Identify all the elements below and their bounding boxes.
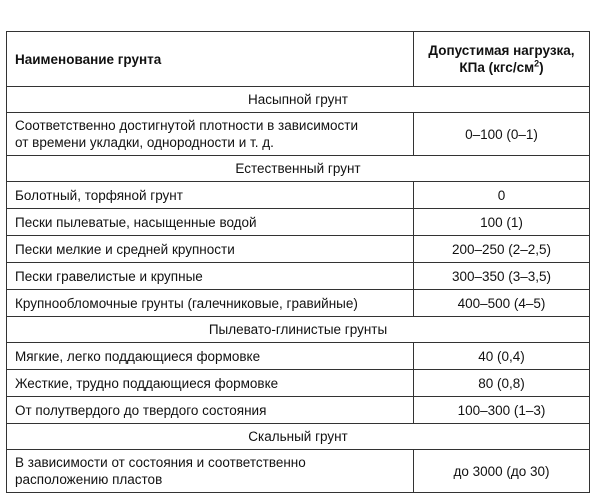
header-load-line1: Допустимая нагрузка, — [428, 43, 575, 58]
soil-name-cell — [7, 113, 414, 156]
table-row — [7, 182, 590, 209]
load-value-cell: 400–500 (4–5) — [414, 290, 590, 317]
table-row — [7, 450, 590, 493]
table-row — [7, 397, 590, 424]
soil-name-line2: от времени укладки, однородности и т. д. — [15, 135, 274, 150]
load-value-cell: 100–300 (1–3) — [414, 397, 590, 424]
load-value-cell: 40 (0,4) — [414, 343, 590, 370]
section-row — [7, 317, 590, 343]
table-row — [7, 113, 590, 156]
header-load-sup: 2 — [534, 58, 540, 69]
section-title: Насыпной грунт — [7, 87, 590, 113]
table-header-row — [7, 32, 590, 87]
load-value-cell: 0 — [414, 182, 590, 209]
soil-name-cell: Пески пылеватые, насыщенные водой — [7, 209, 414, 236]
soil-name-cell: От полутвердого до твердого состояния — [7, 397, 414, 424]
section-row — [7, 424, 590, 450]
soil-name-cell: Пески гравелистые и крупные — [7, 263, 414, 290]
table-row — [7, 236, 590, 263]
soil-name-cell: Крупнообломочные грунты (галечниковые, гравийные) — [7, 290, 414, 317]
soil-name-line1: В зависимости от состояния и соответственно — [15, 455, 306, 470]
load-value-cell: 200–250 (2–2,5) — [414, 236, 590, 263]
header-allowed-load — [414, 32, 590, 87]
soil-name-line2: расположению пластов — [15, 472, 163, 487]
table-row — [7, 263, 590, 290]
section-row — [7, 87, 590, 113]
soil-name-line1: Соответственно достигнутой плотности в зависимости — [15, 118, 359, 133]
header-load-line2: КПа (кгс/см — [459, 60, 535, 75]
load-value-cell: до 3000 (до 30) — [414, 450, 590, 493]
soil-name-cell — [7, 450, 414, 493]
table-row — [7, 343, 590, 370]
section-title: Естественный грунт — [7, 156, 590, 182]
table-row — [7, 290, 590, 317]
table-row — [7, 370, 590, 397]
table-row — [7, 209, 590, 236]
header-soil-name: Наименование грунта — [7, 32, 414, 87]
soil-name-cell: Пески мелкие и средней крупности — [7, 236, 414, 263]
soil-load-table — [6, 31, 590, 493]
section-title: Пылевато-глинистые грунты — [7, 317, 590, 343]
load-value-cell: 80 (0,8) — [414, 370, 590, 397]
load-value-cell: 0–100 (0–1) — [414, 113, 590, 156]
load-value-cell: 100 (1) — [414, 209, 590, 236]
section-title: Скальный грунт — [7, 424, 590, 450]
section-row — [7, 156, 590, 182]
soil-name-cell: Болотный, торфяной грунт — [7, 182, 414, 209]
soil-name-cell: Мягкие, легко поддающиеся формовке — [7, 343, 414, 370]
header-load-end: ) — [539, 60, 544, 75]
soil-name-cell: Жесткие, трудно поддающиеся формовке — [7, 370, 414, 397]
load-value-cell: 300–350 (3–3,5) — [414, 263, 590, 290]
